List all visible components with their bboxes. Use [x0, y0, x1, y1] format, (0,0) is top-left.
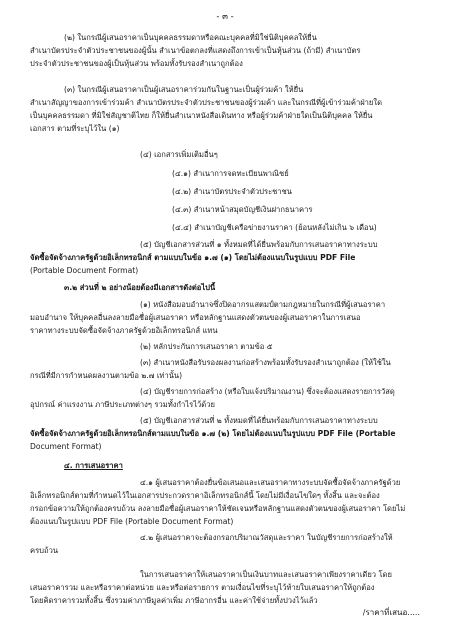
clause-3-2-1-line-1: (๑) หนังสือมอบอำนาจซึ่งปิดอากรแสตมป์ตามกฎหมายในกรณีที่ผู้เสนอราคา: [140, 300, 386, 309]
clause-3-1-3-line-2: สำเนาสัญญาของการเข้าร่วมค้า สำเนาบัตรประจำตัวประชาชนของผู้ร่วมค้า และในกรณีที่ผู้เข้าร่วมค้าฝ่ายใด: [30, 98, 383, 107]
clause-3-2-3-line-1: (๓) สำเนาหนังสือรับรองผลงานก่อสร้างพร้อมทั้งรับรองสำเนาถูกต้อง (ให้ใช้ใน: [140, 358, 391, 367]
pricing-paragraph-line-3: โดยคิดราคารวมทั้งสิ้น ซึ่งรวมค่าภาษีมูลค่าเพิ่ม ภาษีอากรอื่น และค่าใช้จ่ายทั้งปวงไว้แล้ว: [30, 596, 318, 605]
clause-3-2-5-line-1: (๕) บัญชีเอกสารส่วนที่ ๒ ทั้งหมดที่ได้ยื่นพร้อมกับการเสนอราคาทางระบบ: [140, 416, 378, 425]
clause-3-2-1-line-3: ราคาทางระบบจัดซื้อจัดจ้างภาครัฐด้วยอิเล็กทรอนิกส์ แทน: [30, 326, 218, 335]
clause-3-1-5-line-1: (๕) บัญชีเอกสารส่วนที่ ๑ ทั้งหมดที่ได้ยื่นพร้อมกับการเสนอราคาทางระบบ: [140, 240, 378, 249]
clause-3-2-5-line-2: จัดซื้อจัดจ้างภาครัฐด้วยอิเล็กทรอนิกส์ตามแบบในข้อ ๑.๗ (๒) โดยไม่ต้องแนบในรูปแบบ PDF File (Portable: [30, 429, 396, 438]
clause-3-2-4-line-2: อุปกรณ์ ค่าแรงงาน ภาษีประเภทต่างๆ รวมทั้งกำไรไว้ด้วย: [30, 400, 215, 409]
clause-3-1-4-4: (๔.๔) สำเนาบัญชีเครือข่ายงานราคา (ย้อนหลังไม่เกิน ๖ เดือน): [172, 223, 377, 232]
pricing-paragraph-line-2: เสนอราคารวม และหรือราคาต่อหน่วย และหรือต่อรายการ ตามเงื่อนไขที่ระบุไว้ท้ายใบเสนอราคาให้ถูกต้อง: [30, 583, 375, 592]
pricing-paragraph-line-1: ในการเสนอราคาให้เสนอราคาเป็นเงินบาทและเสนอราคาเพียงราคาเดียว โดย: [140, 570, 392, 579]
clause-3-2-4-line-1: (๔) บัญชีรายการก่อสร้าง (หรือใบแจ้งปริมาณงาน) ซึ่งจะต้องแสดงรายการวัสดุ: [140, 387, 395, 396]
clause-3-1-4-1: (๔.๑) สำเนาการจดทะเบียนพาณิชย์: [172, 169, 289, 178]
clause-4-1-line-1: ๔.๑ ผู้เสนอราคาต้องยื่นข้อเสนอและเสนอราคาทางระบบจัดซื้อจัดจ้างภาครัฐด้วย: [140, 478, 401, 487]
clause-3-1-2-line-2: สำเนาบัตรประจำตัวประชาชนของผู้นั้น สำเนาข้อตกลงที่แสดงถึงการเข้าเป็นหุ้นส่วน (ถ้ามี) สำเนาบัตร: [30, 46, 361, 55]
clause-3-1-4-heading: (๔) เอกสารเพิ่มเติมอื่นๆ: [140, 150, 218, 159]
clause-3-1-3-line-1: (๓) ในกรณีผู้เสนอราคาเป็นผู้เสนอราคาร่วมกันในฐานะเป็นผู้ร่วมค้า ให้ยื่น: [64, 85, 304, 94]
section-3-2-heading: ๓.๒ ส่วนที่ ๒ อย่างน้อยต้องมีเอกสารดังต่อไปนี้: [64, 283, 216, 292]
page-number: - ๓ -: [216, 12, 234, 22]
section-4-heading: ๔. การเสนอราคา: [64, 461, 123, 470]
clause-3-1-3-line-4: เอกสาร ตามที่ระบุไว้ใน (๑): [30, 124, 120, 133]
clause-3-1-2-line-3: ประจำตัวประชาชนของผู้เป็นหุ้นส่วน พร้อมทั้งรับรองสำเนาถูกต้อง: [30, 59, 243, 68]
clause-3-1-5-line-3: (Portable Document Format): [30, 266, 139, 275]
clause-3-2-1-line-2: มอบอำนาจ ให้บุคคลอื่นลงลายมือชื่อผู้เสนอราคา หรือหลักฐานแสดงตัวตนของผู้เสนอราคาในการเสนอ: [30, 313, 361, 322]
clause-4-1-line-2: อิเล็กทรอนิกส์ตามที่กำหนดไว้ในเอกสารประกวดราคาอิเล็กทรอนิกส์นี้ โดยไม่มีเงื่อนไขใดๆ ทั้งสิ้น และจะต้อง: [30, 491, 380, 500]
clause-3-2-3-line-2: กรณีที่มีการกำหนดผลงานตามข้อ ๒.๗ เท่านั้น): [30, 371, 183, 380]
clause-3-1-4-2: (๔.๒) สำเนาบัตรประจำตัวประชาชน: [172, 187, 292, 196]
clause-3-1-4-3: (๔.๓) สำเนาหน้าสมุดบัญชีเงินฝากธนาคาร: [172, 205, 313, 214]
clause-4-1-line-3: กรอกข้อความให้ถูกต้องครบถ้วน ลงลายมือชื่อผู้เสนอราคาให้ชัดเจนหรือหลักฐานแสดงตัวตนของผู้เสนอราคา โดยไม่: [30, 504, 406, 513]
clause-3-2-2: (๒) หลักประกันการเสนอราคา ตามข้อ ๕: [140, 342, 273, 351]
continuation-marker: /ราคาที่เสนอ.....: [362, 608, 420, 617]
clause-4-2-line-1: ๔.๒ ผู้เสนอราคาจะต้องกรอกปริมาณวัสดุและราคา ในบัญชีรายการก่อสร้างให้: [140, 533, 393, 542]
clause-3-1-3-line-3: เป็นบุคคลธรรมดา ที่มิใช่สัญชาติไทย ก็ให้ยื่นสำเนาหนังสือเดินทาง หรือผู้ร่วมค้าฝ่ายใดเป็นนิติบุคคล ให้ยื่น: [30, 111, 373, 120]
clause-4-1-line-4: ต้องแนบในรูปแบบ PDF File (Portable Document Format): [30, 517, 234, 526]
clause-3-1-5-line-2: จัดซื้อจัดจ้างภาครัฐด้วยอิเล็กทรอนิกส์ ตามแบบในข้อ ๑.๗ (๑) โดยไม่ต้องแนบในรูปแบบ PDF File: [30, 253, 356, 262]
clause-3-1-2-line-1: (๒) ในกรณีผู้เสนอราคาเป็นบุคคลธรรมดาหรือคณะบุคคลที่มิใช่นิติบุคคลให้ยื่น: [64, 33, 317, 42]
clause-4-2-line-2: ครบถ้วน: [30, 546, 59, 555]
clause-3-2-5-line-3: Document Format): [30, 442, 102, 451]
